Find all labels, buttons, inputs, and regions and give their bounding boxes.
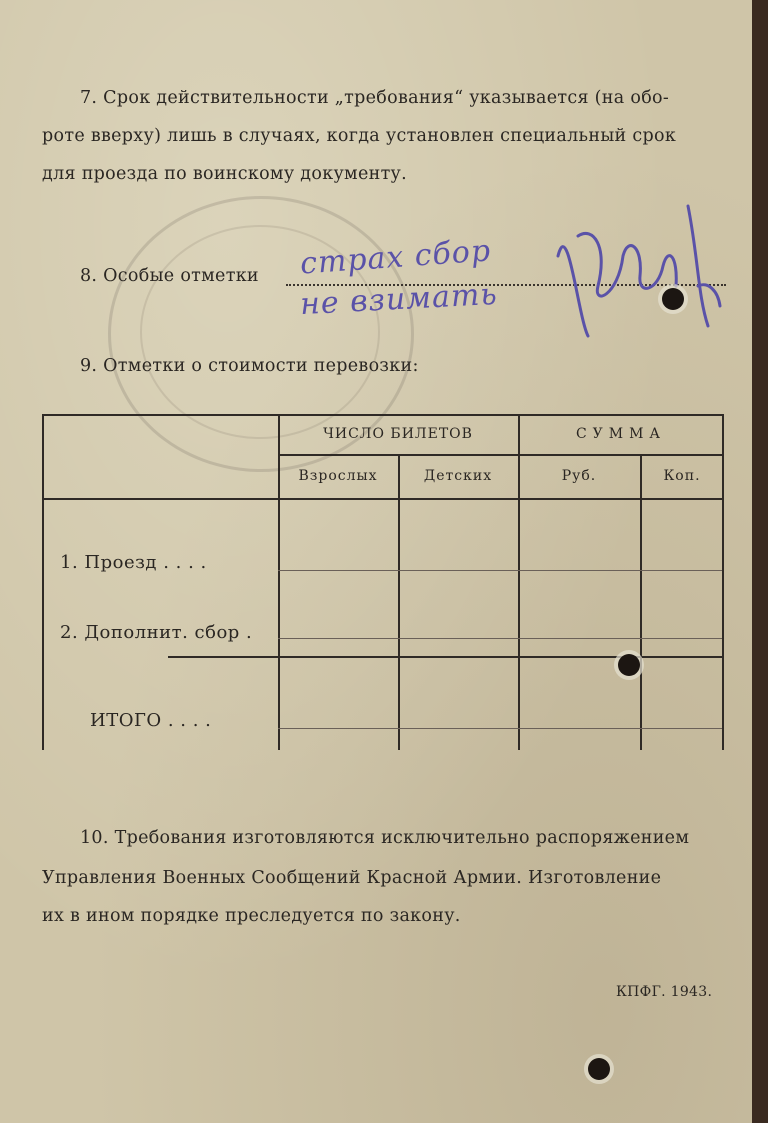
header-children: Детских <box>423 468 493 484</box>
printer-imprint: КПФГ. 1943. <box>616 984 713 1000</box>
row-line-total <box>278 728 722 729</box>
handwritten-note-line2: не взимать <box>299 276 499 323</box>
section10-line2: Управления Военных Сообщений Красной Армии. Изготовление <box>42 868 662 888</box>
header-adults: Взрослых <box>298 468 378 484</box>
section7-line2: роте вверху) лишь в случаях, когда установлен специальный срок <box>42 126 677 146</box>
section8-label: 8. Особые отметки <box>80 266 259 286</box>
handwritten-signature <box>548 196 726 346</box>
header-kop: Коп. <box>663 468 701 484</box>
punch-hole-top <box>662 288 684 310</box>
table-col-divider-1 <box>278 414 280 750</box>
row-line-extra-fee <box>278 638 722 639</box>
row-label-total: ИТОГО . . . . <box>90 710 212 731</box>
punch-hole-middle <box>618 654 640 676</box>
table-col-divider-3 <box>518 414 520 750</box>
table-col-divider-2 <box>398 454 400 750</box>
header-rub: Руб. <box>561 468 597 484</box>
row-label-travel: 1. Проезд . . . . <box>60 552 207 573</box>
row-label-extra-fee: 2. Дополнит. сбор . <box>60 622 253 643</box>
header-sum: СУММА <box>575 426 667 442</box>
table-header-rule <box>42 498 724 500</box>
table-subheader-rule <box>278 454 724 456</box>
section7-line1: 7. Срок действительности „требования“ указывается (на обо- <box>80 88 670 108</box>
section10-line1: 10. Требования изготовляются исключительно распоряжением <box>80 828 690 848</box>
header-ticket-count: ЧИСЛО БИЛЕТОВ <box>323 426 473 442</box>
handwritten-note-line1: страх сбор <box>299 233 493 282</box>
cost-table <box>42 414 724 750</box>
table-left-border <box>42 414 44 750</box>
table-right-border <box>722 414 724 750</box>
punch-hole-bottom <box>588 1058 610 1080</box>
section7-line3: для проезда по воинскому документу. <box>42 164 408 184</box>
row-line-travel <box>278 570 722 571</box>
table-top-rule <box>42 414 724 416</box>
table-col-divider-4 <box>640 454 642 750</box>
section10-line3: их в ином порядке преследуется по закону. <box>42 906 461 926</box>
section9-label: 9. Отметки о стоимости перевозки: <box>80 356 419 376</box>
